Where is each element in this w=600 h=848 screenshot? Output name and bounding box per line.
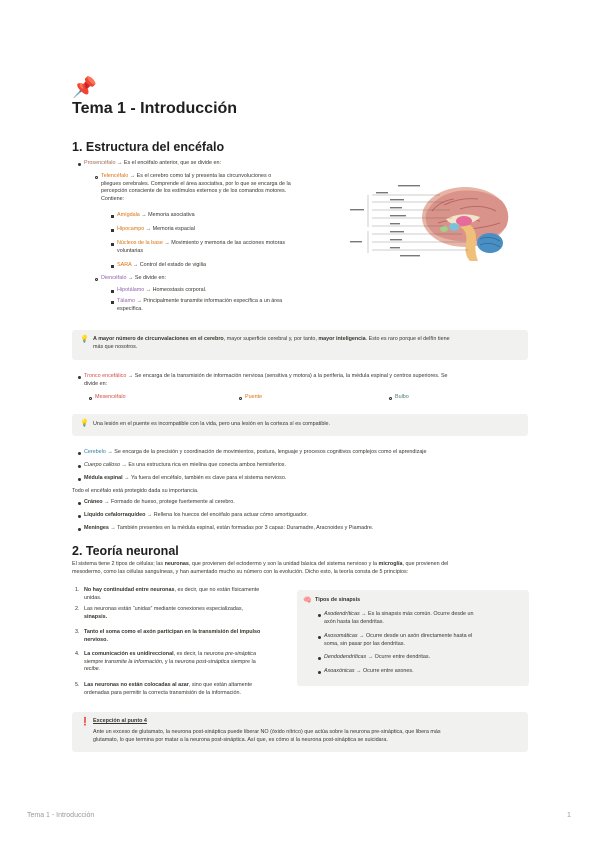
list-number: 1. [75, 587, 80, 593]
callout-heading: Tipos de sinapsis [315, 597, 361, 603]
paragraph-protegido: Todo el encéfalo está protegido dada su importancia. [72, 488, 199, 494]
section-heading-estructura: 1. Estructura del encéfalo [72, 140, 225, 154]
page-number: 1 [567, 812, 571, 819]
bullet [389, 397, 392, 400]
bullet [239, 397, 242, 400]
bullet [111, 229, 114, 232]
bullet [95, 278, 98, 281]
bullet [78, 376, 81, 379]
list-number: 4. [75, 651, 80, 657]
principle-5: Las neuronas no están colocadas al azar, sino que están altamente ordenadas para permitir la correcta transmisión de la información. [84, 682, 253, 696]
callout-text: A mayor número de circunvalaciones en el cerebro, mayor superficie cerebral y, por tanto, mayor inteligencia. Esto es raro porque el delfín tiene más que nosotros. [93, 336, 450, 350]
bullet [318, 614, 321, 617]
principle-1: No hay continuidad entre neuronas, es decir, que no están físicamente unidas. [84, 587, 260, 601]
list-item-hipocampo: Hipocampo → Memoria espacial [117, 226, 195, 232]
list-item-hipotalamo: Hipotálamo → Homeostasis corporal. [117, 287, 207, 293]
list-item-meninges: Meninges → También presentes en la médula espinal, están formadas por 3 capas: Duramadre, Aracnoides y Piamadre. [84, 525, 374, 531]
callout-lesion [72, 414, 528, 436]
list-item-cerebelo: Cerebelo → Se encarga de la precisión y coordinación de movimientos, postura, lenguaje y procesos cognitivos complejos como el aprendizaje [84, 449, 427, 455]
bullet [318, 657, 321, 660]
bullet [111, 215, 114, 218]
pushpin-icon: 📌 [72, 77, 97, 99]
bullet [111, 301, 114, 304]
lightbulb-icon: 💡 [80, 336, 89, 343]
bullet [78, 163, 81, 166]
brain-illustration [340, 183, 520, 263]
tronco-part-mesencefalo: Mesencéfalo [95, 394, 126, 400]
sinapsis-type-3: Dendodendríticas → Ocurre entre dendritas. [324, 654, 431, 660]
bullet [111, 243, 114, 246]
list-item-liquido: Líquido cefalorraquídeo → Rellena los huecos del encéfalo para actuar cómo amortiguador. [84, 512, 308, 518]
footer-title: Tema 1 - Introducción [27, 812, 95, 819]
bullet [78, 502, 81, 505]
sinapsis-type-2: Axosomáticas → Ocurre desde un axón directamente hasta el soma, sin pasar por las dendritas. [324, 633, 473, 647]
list-number: 2. [75, 606, 80, 612]
bullet [78, 528, 81, 531]
list-item-telencefalo: Telencéfalo → Es el cerebro como tal y presenta las circunvoluciones o pliegues cerebrales. Comprende el área asociativa, por lo que se encarga de la percepción consciente de los estímulos externos y de los comandos motores. Contiene: [101, 173, 291, 202]
list-number: 3. [75, 629, 80, 635]
list-number: 5. [75, 682, 80, 688]
callout-heading: Excepción al punto 4 [93, 718, 147, 724]
list-item-sara: SARA → Control del estado de vigilia [117, 262, 207, 268]
sinapsis-type-1: Axodendríticas → Es la sinapsis más común. Ocurre desde un axón hasta las dendritas. [324, 611, 474, 625]
lightbulb-icon: 💡 [80, 420, 89, 427]
callout-text: Ante un exceso de glutamato, la neurona post-sináptica puede liberar NO (óxido nítrico) que actúa sobre la neurona pre-sináptica, que libera más glutamato, lo que termina por matar a la neurona post-sináptica. Así que, es cómo si la neurona post-sináptica se suicidara. [93, 729, 441, 743]
list-item-craneo: Cráneo → Formado de hueso, protege fuertemente al cerebro. [84, 499, 235, 505]
bullet [318, 636, 321, 639]
sinapsis-type-4: Axoaxónicas → Ocurre entre axones. [324, 668, 414, 674]
principle-4: La comunicación es unidireccional, es decir, la neurona pre-sináptica siempre transmite la información, y la neurona post-sináptica siempre la recibe. [84, 651, 256, 673]
bullet [78, 478, 81, 481]
tronco-part-puente: Puente [245, 394, 263, 400]
tronco-part-bulbo: Bulbo [395, 394, 409, 400]
bullet [78, 452, 81, 455]
list-item-tronco: Tronco encefálico → Se encarga de la transmisión de información nerviosa (sensitiva y motora) a la periferia, la médula espinal y centros superiores. Se divide en: [84, 373, 448, 387]
page-title: Tema 1 - Introducción [72, 100, 238, 117]
list-item-diencefalo: Diencéfalo → Se divide en: [101, 275, 167, 281]
callout-text: Una lesión en el puente es incompatible con la vida, pero una lesión en la corteza sí es compatible. [93, 421, 331, 427]
list-item-medula: Médula espinal → Ya fuera del encéfalo, también es clave para el sistema nervioso. [84, 475, 287, 481]
paragraph-intro: El sistema tiene 2 tipos de células; las neuronas, que provienen del ectodermo y son la unidad básica del sistema nervioso y la microglía, que provienen del mesodermo, como las células sanguíneas, y han aumentado mucho su número con la evolución. Dicho esto, la teoría consta de 5 principios: [72, 561, 449, 575]
list-item-prosencefalo: Prosencéfalo → Es el encéfalo anterior, que se divide en: [84, 160, 221, 166]
bullet [95, 176, 98, 179]
callout-inteligencia [72, 330, 528, 360]
list-item-nucleos: Núcleos de la base → Movimiento y memoria de las acciones motoras voluntarias [117, 240, 286, 254]
bullet [318, 671, 321, 674]
bullet [78, 515, 81, 518]
list-item-amigdala: Amígdala → Memoria asociativa [117, 212, 195, 218]
bullet [111, 290, 114, 293]
list-item-calloso: Cuerpo calloso → Es una estructura rica en mielina que conecta ambos hemisferios. [84, 462, 286, 468]
principle-2: Las neuronas están “unidas” mediante conexiones especializadas, sinapsis. [84, 606, 244, 620]
principle-3: Tanto el soma como el axón participan en la transmisión del impulso nervioso. [84, 629, 261, 643]
bullet [111, 265, 114, 268]
callout-tipos-sinapsis [297, 590, 529, 686]
bullet [89, 397, 92, 400]
callout-excepcion [72, 712, 528, 752]
bullet [78, 465, 81, 468]
section-heading-teoria: 2. Teoría neuronal [72, 544, 179, 558]
list-item-talamo: Tálamo → Principalmente transmite información específica a un área específica. [117, 298, 283, 312]
brain-icon: 🧠 [303, 597, 312, 604]
exclamation-icon: ❗ [80, 717, 90, 726]
